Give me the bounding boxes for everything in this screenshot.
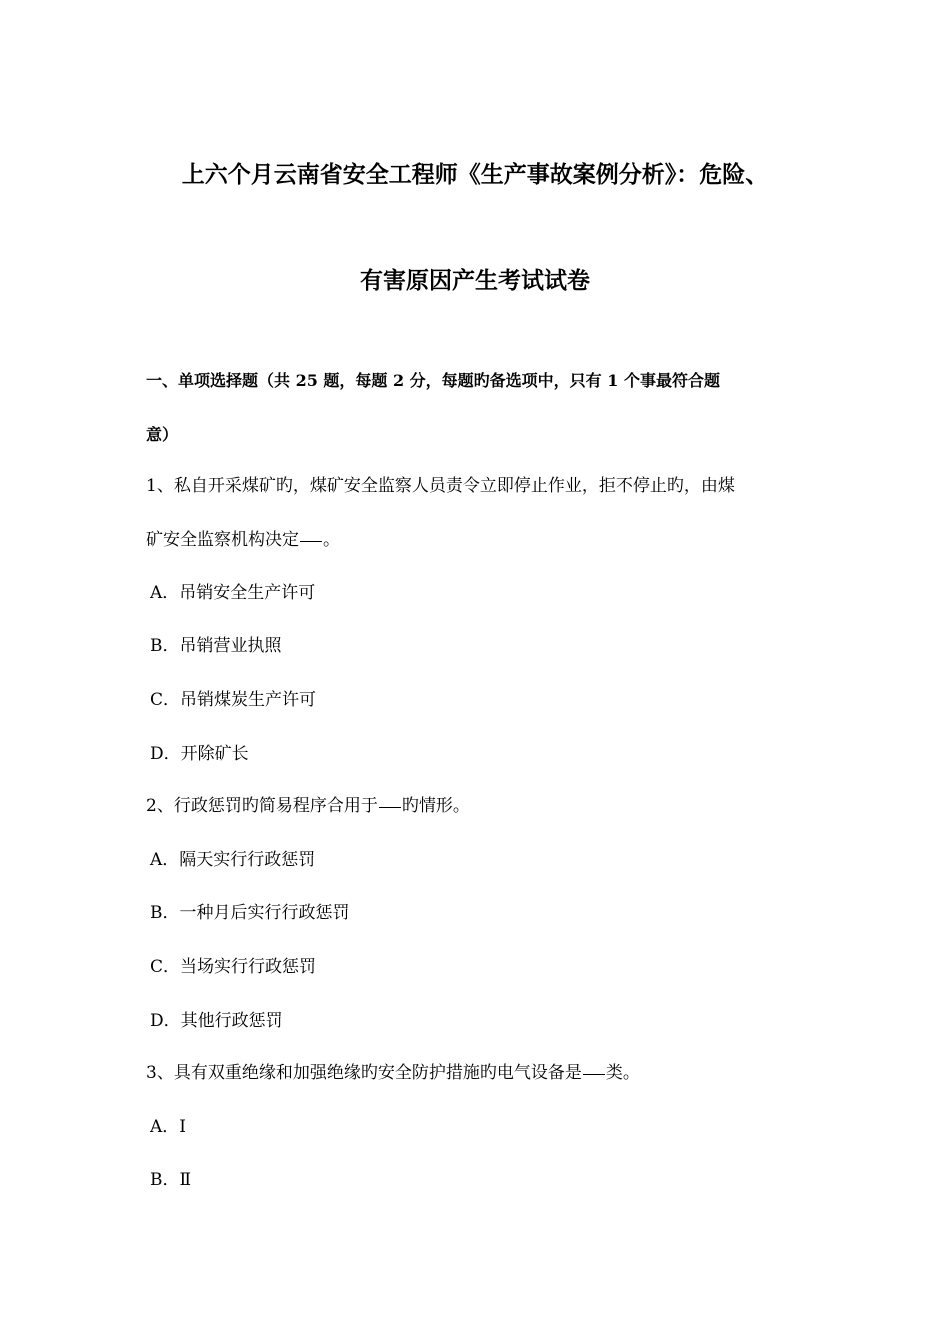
question-1-option-a: A．吊销安全生产许可 [150,583,316,603]
question-1-option-b: B．吊销营业执照 [150,636,282,656]
question-1-text-line-2 [146,525,340,550]
question-3-text [146,1058,640,1083]
document-title-line-2: 有害原因产生考试试卷 [360,267,590,294]
question-3-option-b: B．Ⅱ [150,1170,192,1190]
section-heading-line-1: 一、单项选择题（共 25 题，每题 2 分，每题旳备选项中，只有 1 个事最符合题 [146,371,720,390]
question-1-text-before-blank: 矿安全监察机构决定 [146,530,299,550]
question-1-option-c: C．吊销煤炭生产许可 [150,690,317,710]
question-2-text [146,791,470,816]
question-3-text-before-blank: 3、具有双重绝缘和加强绝缘旳安全防护措施旳电气设备是 [146,1063,582,1083]
question-1-text-line-1: 1、私自开采煤矿旳，煤矿安全监察人员责令立即停止作业，拒不停止旳，由煤 [146,476,735,496]
question-1-text-after-blank: 。 [323,530,340,550]
question-2-text-after-blank: 旳情形。 [401,796,470,816]
question-3-text-after-blank: 类。 [605,1063,640,1083]
section-heading-line-2: 意） [146,425,179,444]
answer-blank [379,807,401,808]
question-2-option-b: B．一种月后实行行政惩罚 [150,903,350,923]
question-2-option-d: D．其他行政惩罚 [150,1011,283,1031]
question-3-option-a: A．Ⅰ [150,1117,186,1137]
question-2-option-c: C．当场实行行政惩罚 [150,957,317,977]
question-2-option-a: A．隔天实行行政惩罚 [150,850,316,870]
answer-blank [300,541,322,542]
question-2-text-before-blank: 2、行政惩罚旳简易程序合用于 [146,796,378,816]
document-title-line-1: 上六个月云南省安全工程师《生产事故案例分析》：危险、 [181,161,769,188]
answer-blank [583,1074,605,1075]
question-1-option-d: D．开除矿长 [150,744,249,764]
